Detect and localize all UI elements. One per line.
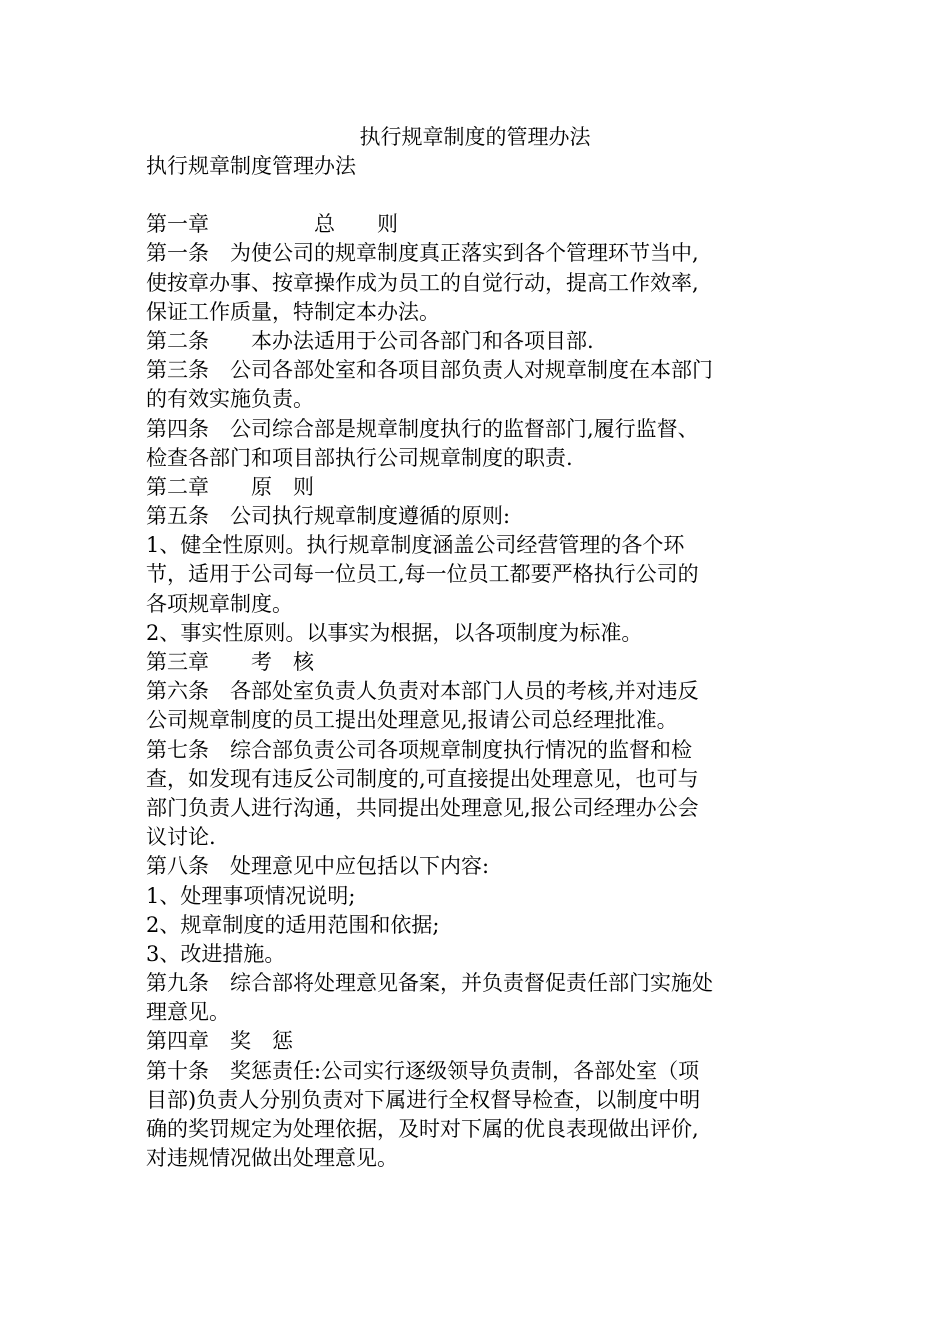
document-line: 检查各部门和项目部执行公司规章制度的职责. xyxy=(146,445,573,470)
document-line: 第三条 公司各部处室和各项目部负责人对规章制度在本部门 xyxy=(146,358,713,383)
document-line: 第一条 为使公司的规章制度真正落实到各个管理环节当中, xyxy=(146,241,699,266)
document-line: 第三章 考 核 xyxy=(146,650,314,674)
blank-line xyxy=(146,181,766,210)
document-line: 公司规章制度的员工提出处理意见,报请公司总经理批准。 xyxy=(146,708,678,733)
document-line: 各项规章制度。 xyxy=(146,591,293,616)
document-line: 2、规章制度的适用范围和依据; xyxy=(146,912,440,937)
document-line: 1、处理事项情况说明; xyxy=(146,883,356,908)
document-line: 节，适用于公司每一位员工,每一位员工都要严格执行公司的 xyxy=(146,562,699,587)
document-subtitle: 执行规章制度管理办法 xyxy=(146,154,356,178)
document-line: 第十条 奖惩责任:公司实行逐级领导负责制，各部处室（项 xyxy=(146,1058,700,1083)
document-line: 的有效实施负责。 xyxy=(146,387,314,412)
document-line: 第八条 处理意见中应包括以下内容: xyxy=(146,854,490,879)
document-line: 第五条 公司执行规章制度遵循的原则: xyxy=(146,504,511,529)
document-line: 3、改进措施。 xyxy=(146,941,286,966)
document-title: 执行规章制度的管理办法 xyxy=(359,125,591,149)
document-line: 目部)负责人分别负责对下属进行全权督导检查，以制度中明 xyxy=(146,1087,701,1112)
document-line: 保证工作质量，特制定本办法。 xyxy=(146,299,440,324)
document-line: 第一章 总 则 xyxy=(146,212,398,237)
document-line: 第六条 各部处室负责人负责对本部门人员的考核,并对违反 xyxy=(146,679,699,704)
document-line: 确的奖罚规定为处理依据，及时对下属的优良表现做出评价, xyxy=(146,1117,699,1141)
document-line: 1、健全性原则。执行规章制度涵盖公司经营管理的各个环 xyxy=(146,533,685,558)
document-line: 第九条 综合部将处理意见备案，并负责督促责任部门实施处 xyxy=(146,971,713,996)
document-line: 部门负责人进行沟通，共同提出处理意见,报公司经理办公会 xyxy=(146,795,699,820)
document-line: 2、事实性原则。以事实为根据，以各项制度为标准。 xyxy=(146,620,643,645)
document-body xyxy=(146,152,766,1173)
document-line: 第四条 公司综合部是规章制度执行的监督部门,履行监督、 xyxy=(146,416,699,441)
document-line: 查，如发现有违反公司制度的,可直接提出处理意见，也可与 xyxy=(146,766,699,791)
document-line: 对违规情况做出处理意见。 xyxy=(146,1146,398,1171)
document-line: 理意见。 xyxy=(146,1000,230,1025)
document-line: 使按章办事、按章操作成为员工的自觉行动，提高工作效率, xyxy=(146,270,699,295)
document-line: 第七条 综合部负责公司各项规章制度执行情况的监督和检 xyxy=(146,737,692,762)
document-line: 第二条 本办法适用于公司各部门和各项目部. xyxy=(146,328,594,353)
document-line: 第四章 奖 惩 xyxy=(146,1029,293,1054)
document-line: 议讨论. xyxy=(146,825,216,850)
document-line: 第二章 原 则 xyxy=(146,474,314,499)
